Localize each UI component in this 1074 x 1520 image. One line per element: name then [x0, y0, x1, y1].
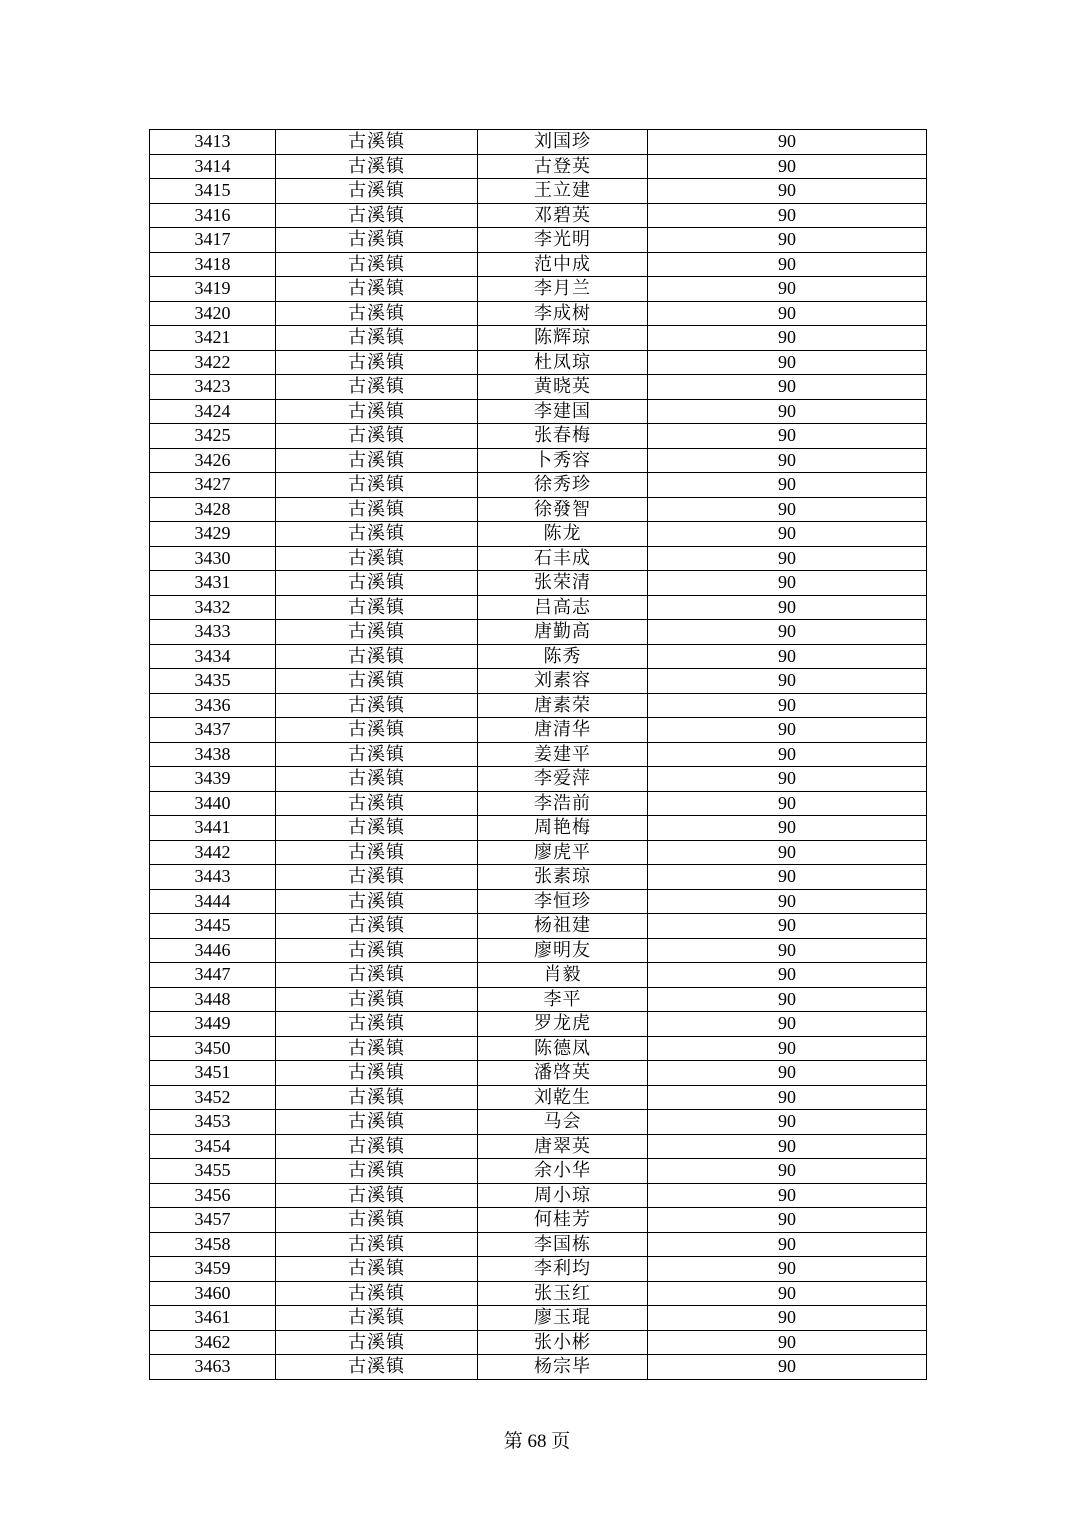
row-number-cell: 3430 [150, 546, 276, 571]
row-number-cell: 3420 [150, 301, 276, 326]
name-cell: 刘国珍 [478, 130, 648, 155]
row-number-cell: 3416 [150, 203, 276, 228]
amount-cell: 90 [648, 301, 927, 326]
table-row [150, 252, 927, 277]
table-row [150, 595, 927, 620]
table-row [150, 1110, 927, 1135]
table-row [150, 1061, 927, 1086]
name-cell: 肖毅 [478, 963, 648, 988]
name-cell: 陈龙 [478, 522, 648, 547]
row-number-cell: 3435 [150, 669, 276, 694]
table-row [150, 718, 927, 743]
row-number-cell: 3422 [150, 350, 276, 375]
town-cell: 古溪镇 [276, 571, 478, 596]
row-number-cell: 3445 [150, 914, 276, 939]
name-cell: 唐勤高 [478, 620, 648, 645]
row-number-cell: 3433 [150, 620, 276, 645]
town-cell: 古溪镇 [276, 914, 478, 939]
amount-cell: 90 [648, 1012, 927, 1037]
table-row [150, 228, 927, 253]
row-number-cell: 3454 [150, 1134, 276, 1159]
name-cell: 李爱萍 [478, 767, 648, 792]
table-row [150, 203, 927, 228]
table-row [150, 987, 927, 1012]
town-cell: 古溪镇 [276, 865, 478, 890]
table-row [150, 1257, 927, 1282]
name-cell: 李成树 [478, 301, 648, 326]
amount-cell: 90 [648, 179, 927, 204]
table-row [150, 522, 927, 547]
row-number-cell: 3415 [150, 179, 276, 204]
table-row [150, 326, 927, 351]
table-row [150, 840, 927, 865]
row-number-cell: 3448 [150, 987, 276, 1012]
town-cell: 古溪镇 [276, 1085, 478, 1110]
town-cell: 古溪镇 [276, 1061, 478, 1086]
row-number-cell: 3449 [150, 1012, 276, 1037]
town-cell: 古溪镇 [276, 1012, 478, 1037]
row-number-cell: 3460 [150, 1281, 276, 1306]
town-cell: 古溪镇 [276, 448, 478, 473]
amount-cell: 90 [648, 1134, 927, 1159]
town-cell: 古溪镇 [276, 987, 478, 1012]
table-row [150, 179, 927, 204]
row-number-cell: 3456 [150, 1183, 276, 1208]
amount-cell: 90 [648, 1085, 927, 1110]
row-number-cell: 3458 [150, 1232, 276, 1257]
town-cell: 古溪镇 [276, 522, 478, 547]
row-number-cell: 3451 [150, 1061, 276, 1086]
table-row [150, 742, 927, 767]
amount-cell: 90 [648, 1159, 927, 1184]
town-cell: 古溪镇 [276, 1232, 478, 1257]
table-row [150, 1012, 927, 1037]
amount-cell: 90 [648, 1036, 927, 1061]
row-number-cell: 3417 [150, 228, 276, 253]
row-number-cell: 3426 [150, 448, 276, 473]
amount-cell: 90 [648, 203, 927, 228]
row-number-cell: 3429 [150, 522, 276, 547]
name-cell: 张玉红 [478, 1281, 648, 1306]
town-cell: 古溪镇 [276, 546, 478, 571]
town-cell: 古溪镇 [276, 1134, 478, 1159]
row-number-cell: 3450 [150, 1036, 276, 1061]
name-cell: 张素琼 [478, 865, 648, 890]
town-cell: 古溪镇 [276, 1159, 478, 1184]
table-row [150, 1183, 927, 1208]
table-row [150, 473, 927, 498]
row-number-cell: 3427 [150, 473, 276, 498]
records-table-body [150, 130, 927, 1380]
table-row [150, 301, 927, 326]
amount-cell: 90 [648, 399, 927, 424]
amount-cell: 90 [648, 277, 927, 302]
table-row [150, 914, 927, 939]
amount-cell: 90 [648, 228, 927, 253]
table-row [150, 889, 927, 914]
town-cell: 古溪镇 [276, 399, 478, 424]
town-cell: 古溪镇 [276, 816, 478, 841]
amount-cell: 90 [648, 1257, 927, 1282]
amount-cell: 90 [648, 375, 927, 400]
town-cell: 古溪镇 [276, 938, 478, 963]
amount-cell: 90 [648, 448, 927, 473]
table-row [150, 693, 927, 718]
row-number-cell: 3424 [150, 399, 276, 424]
town-cell: 古溪镇 [276, 252, 478, 277]
amount-cell: 90 [648, 1061, 927, 1086]
name-cell: 李浩前 [478, 791, 648, 816]
table-row [150, 1134, 927, 1159]
amount-cell: 90 [648, 1355, 927, 1380]
name-cell: 唐素荣 [478, 693, 648, 718]
table-row [150, 546, 927, 571]
amount-cell: 90 [648, 1110, 927, 1135]
name-cell: 陈德凤 [478, 1036, 648, 1061]
name-cell: 石丰成 [478, 546, 648, 571]
row-number-cell: 3419 [150, 277, 276, 302]
amount-cell: 90 [648, 497, 927, 522]
row-number-cell: 3441 [150, 816, 276, 841]
name-cell: 廖虎平 [478, 840, 648, 865]
table-row [150, 130, 927, 155]
name-cell: 古登英 [478, 154, 648, 179]
table-row [150, 448, 927, 473]
town-cell: 古溪镇 [276, 644, 478, 669]
name-cell: 李平 [478, 987, 648, 1012]
town-cell: 古溪镇 [276, 791, 478, 816]
amount-cell: 90 [648, 914, 927, 939]
amount-cell: 90 [648, 424, 927, 449]
amount-cell: 90 [648, 889, 927, 914]
row-number-cell: 3418 [150, 252, 276, 277]
town-cell: 古溪镇 [276, 840, 478, 865]
name-cell: 陈秀 [478, 644, 648, 669]
town-cell: 古溪镇 [276, 154, 478, 179]
town-cell: 古溪镇 [276, 1330, 478, 1355]
amount-cell: 90 [648, 987, 927, 1012]
name-cell: 杜凤琼 [478, 350, 648, 375]
table-row [150, 865, 927, 890]
name-cell: 王立建 [478, 179, 648, 204]
amount-cell: 90 [648, 840, 927, 865]
amount-cell: 90 [648, 865, 927, 890]
name-cell: 李月兰 [478, 277, 648, 302]
town-cell: 古溪镇 [276, 1281, 478, 1306]
row-number-cell: 3461 [150, 1306, 276, 1331]
town-cell: 古溪镇 [276, 473, 478, 498]
amount-cell: 90 [648, 742, 927, 767]
town-cell: 古溪镇 [276, 963, 478, 988]
name-cell: 邓碧英 [478, 203, 648, 228]
town-cell: 古溪镇 [276, 669, 478, 694]
town-cell: 古溪镇 [276, 301, 478, 326]
town-cell: 古溪镇 [276, 718, 478, 743]
name-cell: 马会 [478, 1110, 648, 1135]
amount-cell: 90 [648, 350, 927, 375]
town-cell: 古溪镇 [276, 620, 478, 645]
amount-cell: 90 [648, 693, 927, 718]
amount-cell: 90 [648, 644, 927, 669]
amount-cell: 90 [648, 718, 927, 743]
table-row [150, 791, 927, 816]
name-cell: 廖玉琨 [478, 1306, 648, 1331]
row-number-cell: 3444 [150, 889, 276, 914]
amount-cell: 90 [648, 1281, 927, 1306]
name-cell: 姜建平 [478, 742, 648, 767]
amount-cell: 90 [648, 1306, 927, 1331]
name-cell: 张小彬 [478, 1330, 648, 1355]
amount-cell: 90 [648, 816, 927, 841]
town-cell: 古溪镇 [276, 889, 478, 914]
name-cell: 李国栋 [478, 1232, 648, 1257]
records-table [149, 129, 927, 1380]
town-cell: 古溪镇 [276, 595, 478, 620]
town-cell: 古溪镇 [276, 1036, 478, 1061]
town-cell: 古溪镇 [276, 1183, 478, 1208]
amount-cell: 90 [648, 571, 927, 596]
name-cell: 罗龙虎 [478, 1012, 648, 1037]
town-cell: 古溪镇 [276, 350, 478, 375]
table-row [150, 424, 927, 449]
name-cell: 徐秀珍 [478, 473, 648, 498]
row-number-cell: 3455 [150, 1159, 276, 1184]
amount-cell: 90 [648, 620, 927, 645]
row-number-cell: 3453 [150, 1110, 276, 1135]
name-cell: 刘素容 [478, 669, 648, 694]
town-cell: 古溪镇 [276, 497, 478, 522]
amount-cell: 90 [648, 595, 927, 620]
name-cell: 黄晓英 [478, 375, 648, 400]
row-number-cell: 3414 [150, 154, 276, 179]
table-row [150, 1036, 927, 1061]
name-cell: 卜秀容 [478, 448, 648, 473]
table-row [150, 816, 927, 841]
row-number-cell: 3437 [150, 718, 276, 743]
name-cell: 余小华 [478, 1159, 648, 1184]
row-number-cell: 3421 [150, 326, 276, 351]
amount-cell: 90 [648, 326, 927, 351]
amount-cell: 90 [648, 546, 927, 571]
table-row [150, 669, 927, 694]
row-number-cell: 3434 [150, 644, 276, 669]
town-cell: 古溪镇 [276, 1208, 478, 1233]
town-cell: 古溪镇 [276, 1110, 478, 1135]
row-number-cell: 3447 [150, 963, 276, 988]
table-row [150, 1232, 927, 1257]
table-row [150, 938, 927, 963]
name-cell: 潘啓英 [478, 1061, 648, 1086]
row-number-cell: 3425 [150, 424, 276, 449]
name-cell: 陈辉琼 [478, 326, 648, 351]
table-row [150, 1159, 927, 1184]
table-row [150, 277, 927, 302]
table-row [150, 963, 927, 988]
amount-cell: 90 [648, 154, 927, 179]
town-cell: 古溪镇 [276, 228, 478, 253]
name-cell: 李建国 [478, 399, 648, 424]
table-row [150, 1330, 927, 1355]
table-row [150, 644, 927, 669]
town-cell: 古溪镇 [276, 179, 478, 204]
row-number-cell: 3413 [150, 130, 276, 155]
row-number-cell: 3438 [150, 742, 276, 767]
town-cell: 古溪镇 [276, 375, 478, 400]
amount-cell: 90 [648, 938, 927, 963]
town-cell: 古溪镇 [276, 326, 478, 351]
table-row [150, 767, 927, 792]
amount-cell: 90 [648, 252, 927, 277]
table-row [150, 154, 927, 179]
table-row [150, 1085, 927, 1110]
town-cell: 古溪镇 [276, 130, 478, 155]
table-row [150, 497, 927, 522]
table-row [150, 350, 927, 375]
table-row [150, 1208, 927, 1233]
row-number-cell: 3436 [150, 693, 276, 718]
name-cell: 徐發智 [478, 497, 648, 522]
row-number-cell: 3428 [150, 497, 276, 522]
amount-cell: 90 [648, 1183, 927, 1208]
town-cell: 古溪镇 [276, 424, 478, 449]
name-cell: 李光明 [478, 228, 648, 253]
name-cell: 杨宗毕 [478, 1355, 648, 1380]
amount-cell: 90 [648, 1232, 927, 1257]
name-cell: 唐翠英 [478, 1134, 648, 1159]
table-row [150, 375, 927, 400]
row-number-cell: 3431 [150, 571, 276, 596]
table-row [150, 571, 927, 596]
row-number-cell: 3463 [150, 1355, 276, 1380]
table-row [150, 1306, 927, 1331]
row-number-cell: 3459 [150, 1257, 276, 1282]
town-cell: 古溪镇 [276, 1257, 478, 1282]
name-cell: 张荣清 [478, 571, 648, 596]
name-cell: 刘乾生 [478, 1085, 648, 1110]
name-cell: 吕高志 [478, 595, 648, 620]
name-cell: 廖明友 [478, 938, 648, 963]
name-cell: 范中成 [478, 252, 648, 277]
row-number-cell: 3462 [150, 1330, 276, 1355]
name-cell: 唐清华 [478, 718, 648, 743]
amount-cell: 90 [648, 1330, 927, 1355]
amount-cell: 90 [648, 963, 927, 988]
town-cell: 古溪镇 [276, 1306, 478, 1331]
town-cell: 古溪镇 [276, 277, 478, 302]
amount-cell: 90 [648, 130, 927, 155]
table-row [150, 399, 927, 424]
amount-cell: 90 [648, 791, 927, 816]
amount-cell: 90 [648, 522, 927, 547]
town-cell: 古溪镇 [276, 742, 478, 767]
name-cell: 杨祖建 [478, 914, 648, 939]
page-number-footer: 第 68 页 [503, 1431, 571, 1452]
amount-cell: 90 [648, 1208, 927, 1233]
table-row [150, 620, 927, 645]
name-cell: 周小琼 [478, 1183, 648, 1208]
row-number-cell: 3423 [150, 375, 276, 400]
row-number-cell: 3457 [150, 1208, 276, 1233]
row-number-cell: 3442 [150, 840, 276, 865]
name-cell: 周艳梅 [478, 816, 648, 841]
town-cell: 古溪镇 [276, 767, 478, 792]
town-cell: 古溪镇 [276, 1355, 478, 1380]
row-number-cell: 3439 [150, 767, 276, 792]
name-cell: 李利均 [478, 1257, 648, 1282]
name-cell: 张春梅 [478, 424, 648, 449]
name-cell: 何桂芳 [478, 1208, 648, 1233]
table-row [150, 1281, 927, 1306]
row-number-cell: 3440 [150, 791, 276, 816]
row-number-cell: 3443 [150, 865, 276, 890]
amount-cell: 90 [648, 473, 927, 498]
row-number-cell: 3432 [150, 595, 276, 620]
amount-cell: 90 [648, 767, 927, 792]
name-cell: 李恒珍 [478, 889, 648, 914]
row-number-cell: 3446 [150, 938, 276, 963]
table-row [150, 1355, 927, 1380]
row-number-cell: 3452 [150, 1085, 276, 1110]
town-cell: 古溪镇 [276, 203, 478, 228]
amount-cell: 90 [648, 669, 927, 694]
town-cell: 古溪镇 [276, 693, 478, 718]
